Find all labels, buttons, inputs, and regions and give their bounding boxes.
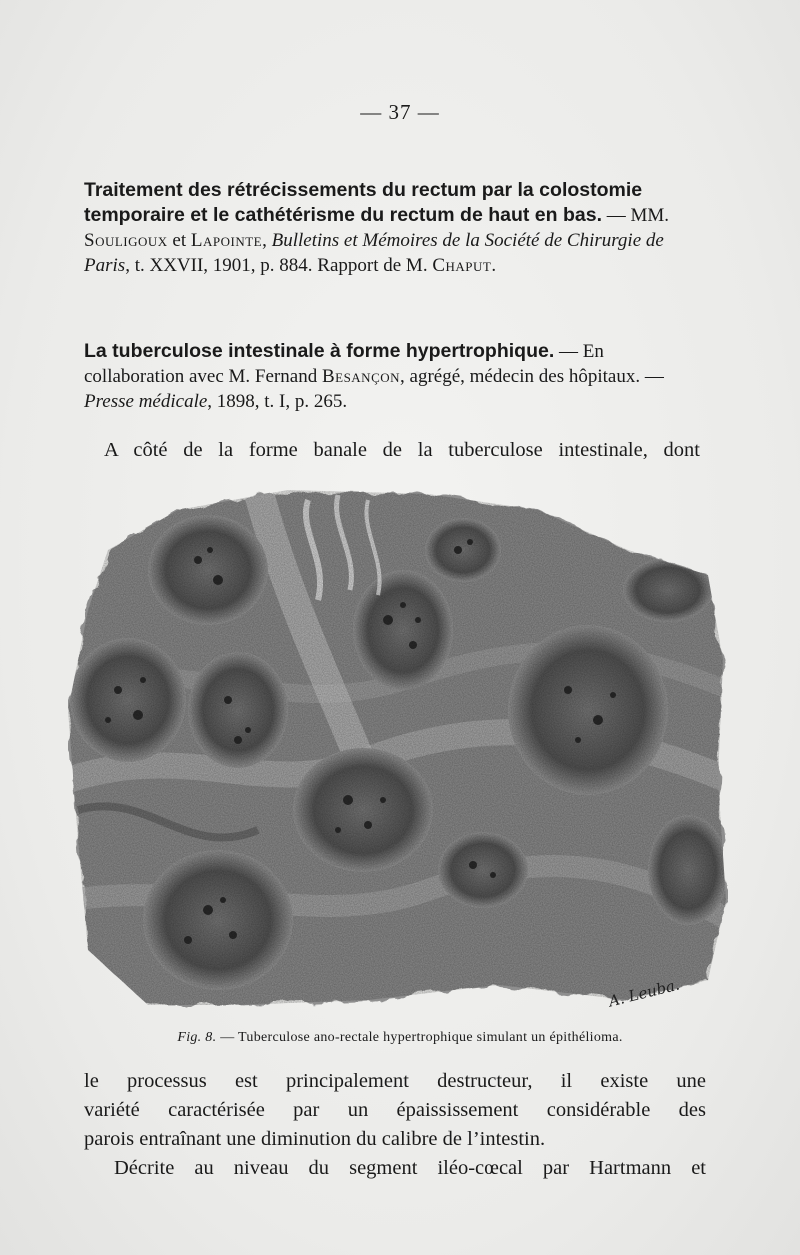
bibliography-entry-colostomie <box>84 178 700 278</box>
journal-title: Presse médicale <box>84 391 208 412</box>
body-text-line: Décrite au niveau du segment iléo-cœcal par Hartmann et <box>114 1157 706 1179</box>
journal-title: Bulletins et Mémoires de la Société de Chirurgie de Paris <box>84 230 664 276</box>
reporter-name: Chaput <box>432 255 492 276</box>
period: . <box>491 255 497 276</box>
publication-details: , 1898, t. I, p. 265. <box>207 391 348 412</box>
medical-illustration <box>68 480 728 1020</box>
entry-title: La tuberculose intestinale à forme hypertrophique. <box>84 340 555 362</box>
author-name: Lapointe <box>190 230 263 251</box>
author-name: Besançon <box>321 366 401 387</box>
author-name: Souligoux <box>84 230 168 251</box>
page-number: — 37 — <box>360 100 440 124</box>
author-role: , agrégé, médecin des hôpitaux. — <box>400 366 664 387</box>
publication-details: , t. XXVII, 1901, p. 884. Rapport de M. <box>125 255 433 276</box>
figure-label: Fig. 8. <box>177 1030 217 1045</box>
comma: , <box>262 230 272 251</box>
entry-separator: — En collaboration avec M. Fernand <box>84 341 604 387</box>
bibliography-entry-tuberculose <box>84 339 700 414</box>
tissue-drawing <box>68 480 728 1020</box>
body-text-line: variété caractérisée par un épaississement considérable des <box>84 1099 706 1121</box>
conjunction: et <box>167 230 191 251</box>
entry-separator: — MM. <box>602 205 670 226</box>
body-text-line: parois entraînant une diminution du calibre de l’intestin. <box>84 1128 546 1150</box>
body-text-line: A côté de la forme banale de la tuberculose intestinale, dont <box>104 439 700 461</box>
figure-caption <box>0 1030 800 1046</box>
artist-signature: A. Leuba. <box>606 975 682 1011</box>
figure-caption-text: — Tuberculose ano-rectale hypertrophique simulant un épithélioma. <box>216 1030 623 1045</box>
entry-title: Traitement des rétrécissements du rectum par la colostomie temporaire et le cathétérisme du rectum de haut en bas. <box>84 179 643 226</box>
body-text-line: le processus est principalement destructeur, il existe une <box>84 1070 706 1092</box>
